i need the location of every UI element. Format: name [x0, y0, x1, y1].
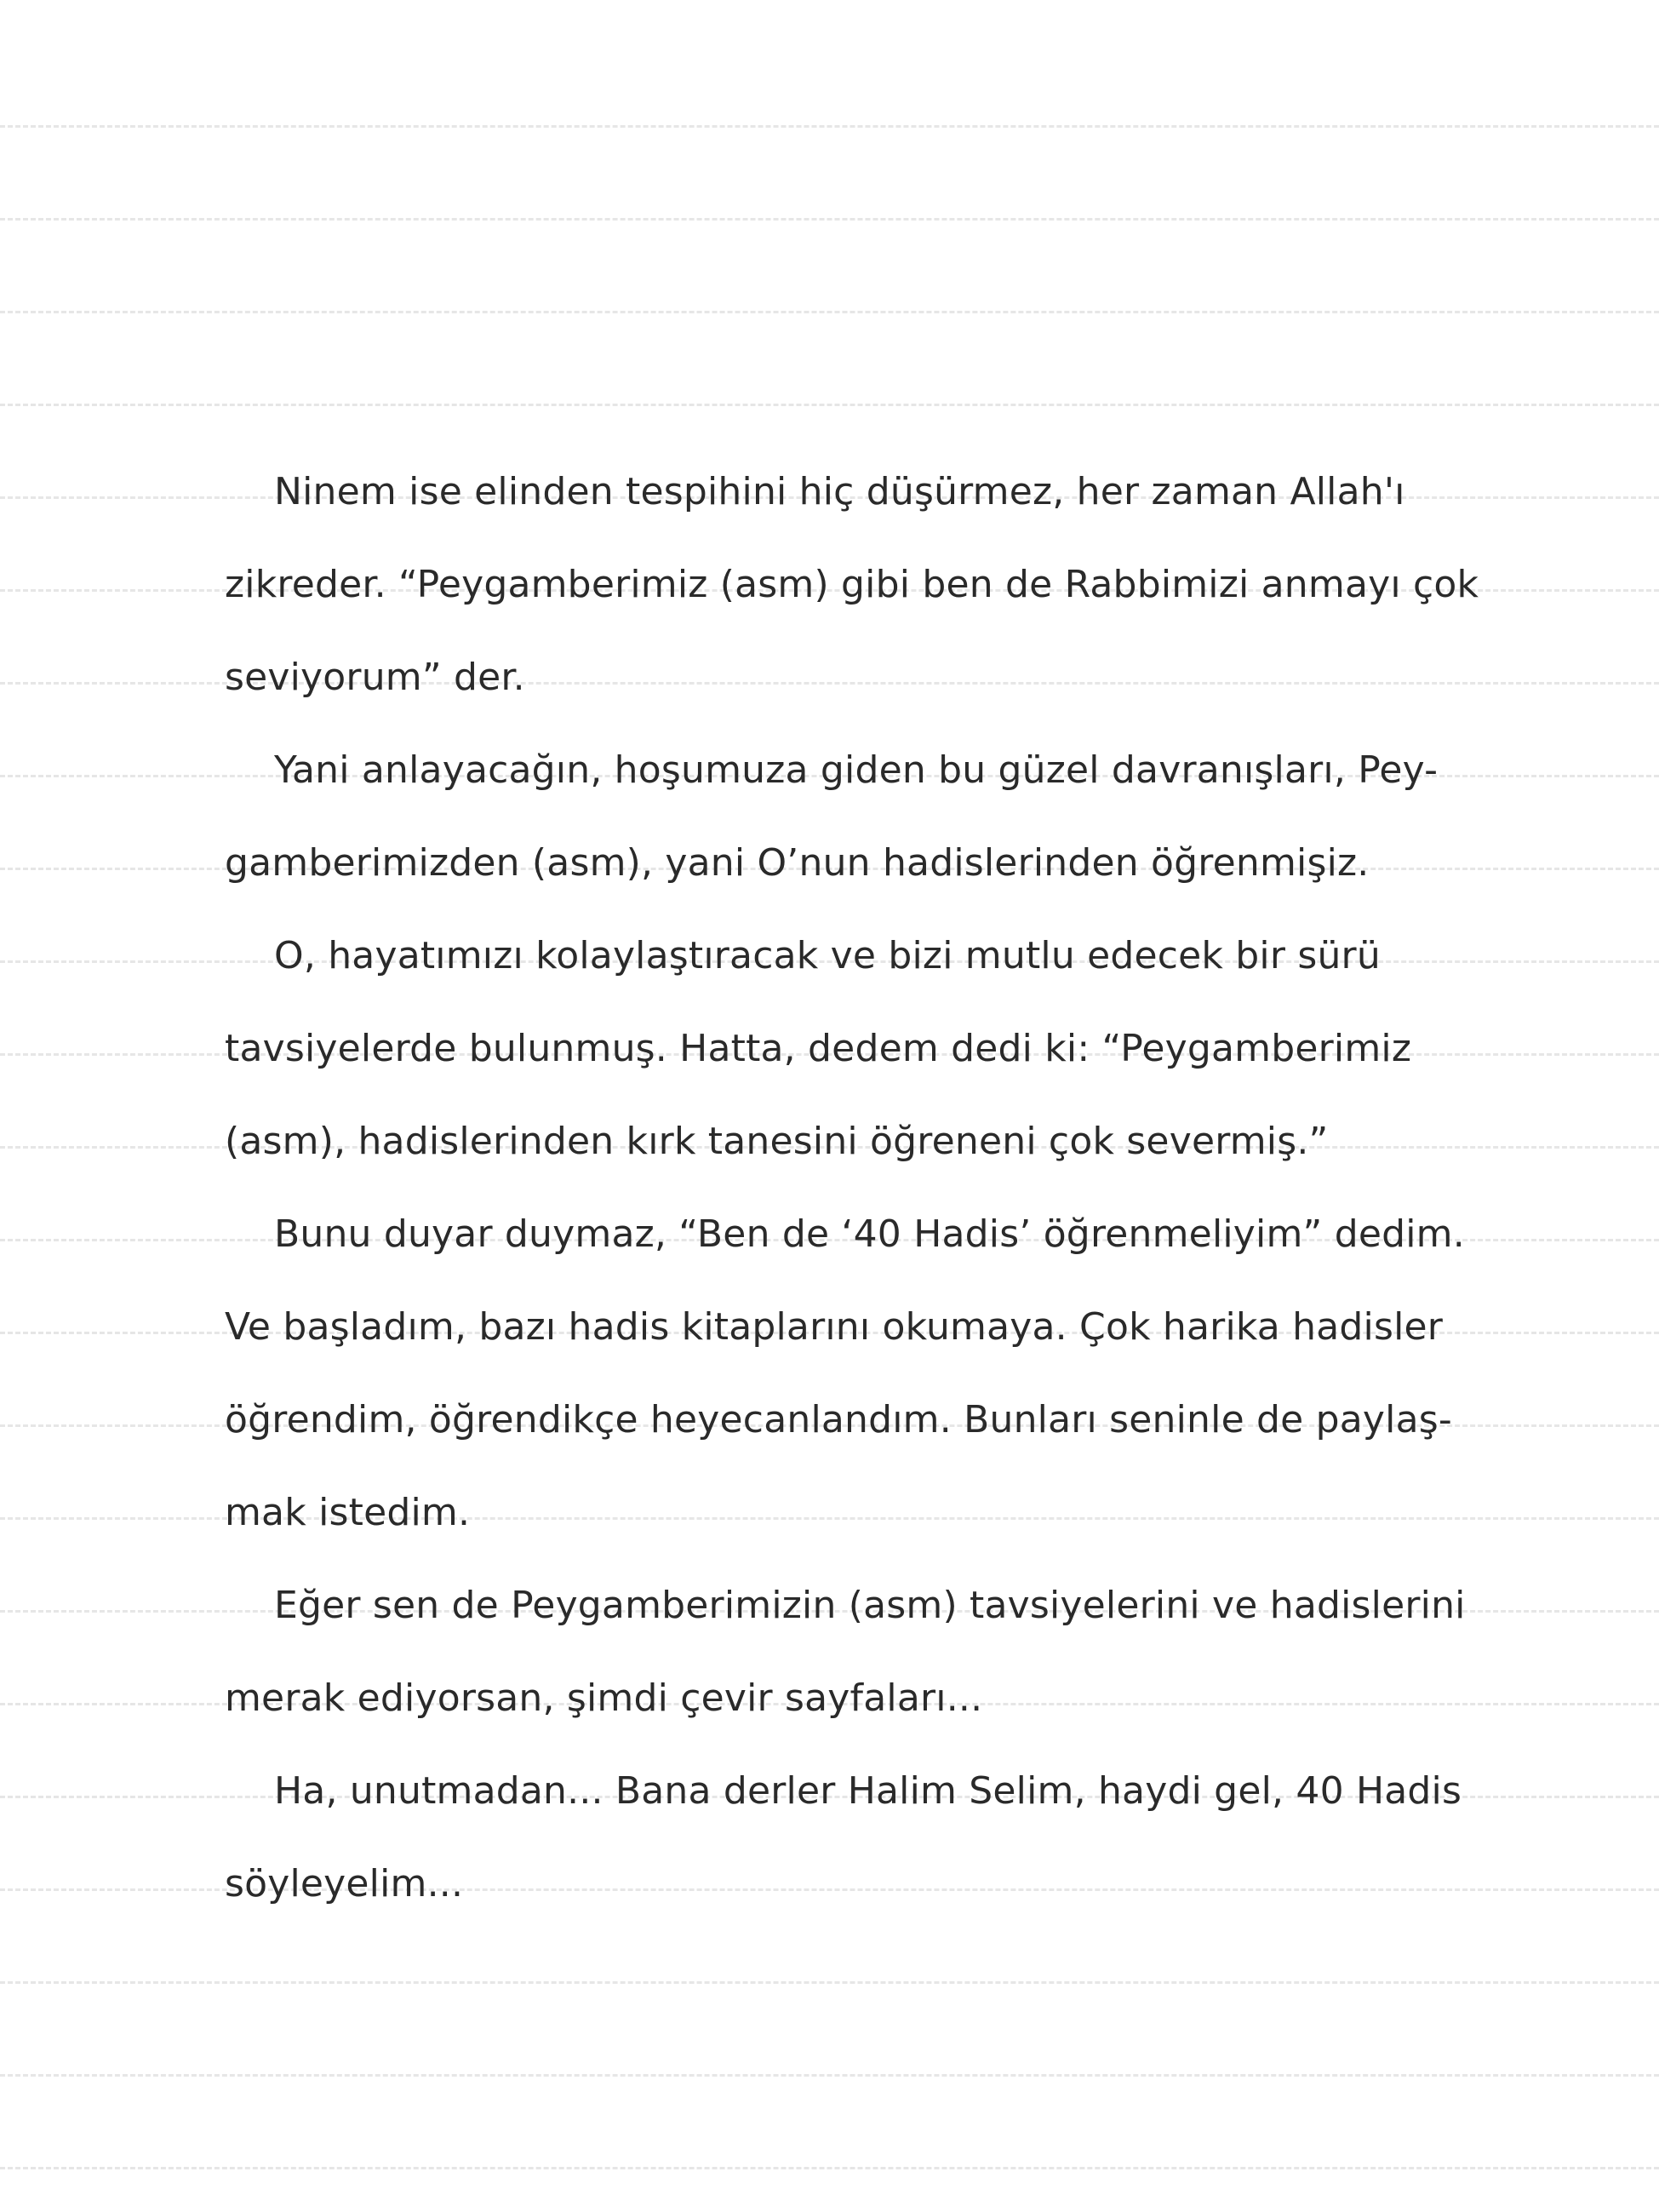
- text-line: tavsiyelerde bulunmuş. Hatta, dedem dedi ki: “Peygamberimiz: [225, 1027, 1412, 1070]
- text-line: öğrendim, öğrendikçe heyecanlandım. Bunları seninle de paylaş-: [225, 1398, 1452, 1441]
- notebook-rule-line: [0, 218, 1659, 221]
- text-line: (asm), hadislerinden kırk tanesini öğreneni çok severmiş.”: [225, 1120, 1329, 1163]
- body-text: [225, 445, 1479, 1930]
- text-line: Ve başladım, bazı hadis kitaplarını okumaya. Çok harika hadisler: [225, 1305, 1444, 1349]
- text-line: zikreder. “Peygamberimiz (asm) gibi ben de Rabbimizi anmayı çok: [225, 563, 1479, 606]
- notebook-rule-line: [0, 2167, 1659, 2169]
- text-line: merak ediyorsan, şimdi çevir sayfaları...: [225, 1676, 983, 1720]
- notebook-rule-line: [0, 404, 1659, 406]
- text-line: mak istedim.: [225, 1491, 471, 1534]
- notebook-rule-line: [0, 1981, 1659, 1984]
- text-line: Ninem ise elinden tespihini hiç düşürmez, her zaman Allah'ı: [274, 470, 1405, 513]
- text-line: Yani anlayacağın, hoşumuza giden bu güzel davranışları, Pey-: [274, 748, 1439, 792]
- text-line: O, hayatımızı kolaylaştıracak ve bizi mutlu edecek bir sürü: [274, 934, 1381, 977]
- text-line: Eğer sen de Peygamberimizin (asm) tavsiyelerini ve hadislerini: [274, 1584, 1466, 1627]
- notebook-rule-line: [0, 2074, 1659, 2077]
- notebook-rule-line: [0, 125, 1659, 128]
- text-line: Ha, unutmadan... Bana derler Halim Selim, haydi gel, 40 Hadis: [274, 1769, 1462, 1813]
- notebook-rule-line: [0, 311, 1659, 313]
- text-line: seviyorum” der.: [225, 656, 525, 699]
- text-line: Bunu duyar duymaz, “Ben de ‘40 Hadis’ öğrenmeliyim” dedim.: [274, 1212, 1465, 1256]
- text-line: söyleyelim...: [225, 1862, 464, 1905]
- text-line: gamberimizden (asm), yani O’nun hadislerinden öğrenmişiz.: [225, 841, 1370, 885]
